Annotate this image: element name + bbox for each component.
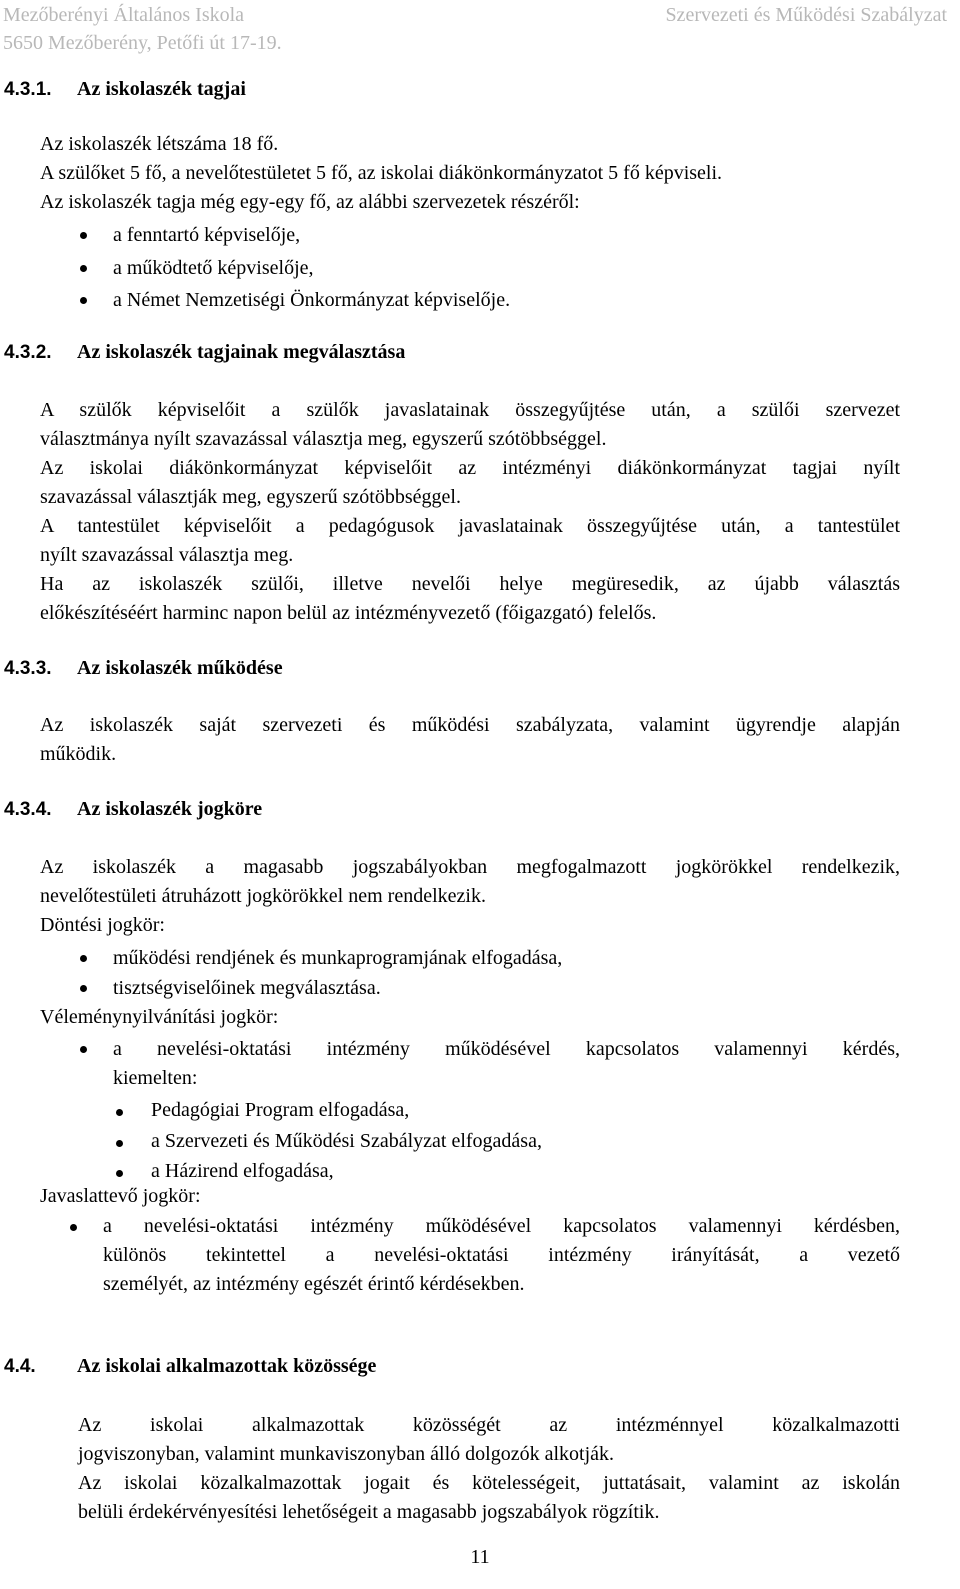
page-number: 11 [470,1546,490,1568]
bullet-icon [116,1170,123,1177]
list-item: a fenntartó képviselője, [113,224,301,246]
list-item: tisztségviselőinek megválasztása. [113,977,381,999]
section-heading-4-3-4 [4,798,262,821]
paragraph-block [40,396,900,628]
list-item: a Szervezeti és Működési Szabályzat elfogadása, [151,1130,542,1152]
text-line: választmánya nyílt szavazással választja meg, egyszerű szótöbbséggel. [40,428,607,450]
paragraph-block [40,711,900,769]
paragraph: Az iskolaszék tagja még egy-egy fő, az alábbi szervezetek részéről: [40,191,580,213]
paragraph: Véleménynyilvánítási jogkör: [40,1006,279,1028]
text-line: Az iskolai közalkalmazottak jogait és kötelességeit, juttatásait, valamint az iskolán [78,1472,900,1494]
list-item [103,1212,900,1299]
list-item [113,1035,900,1093]
text-line: A tantestület képviselőit a pedagógusok javaslatainak összegyűjtése után, a tantestület [40,515,900,537]
section-number: 4.3.3. [4,658,52,679]
text-line: személyét, az intézmény egészét érintő kérdésekben. [103,1273,525,1295]
text-line: jogviszonyban, valamint munkaviszonyban álló dolgozók alkotják. [78,1443,615,1465]
section-title: Az iskolai alkalmazottak közössége [77,1355,377,1377]
section-number: 4.3.4. [4,799,52,820]
text-line: működik. [40,743,117,765]
list-item: a Német Nemzetiségi Önkormányzat képviselője. [113,289,511,311]
text-line: különös tekintettel a nevelési-oktatási intézmény irányítását, a vezető [103,1244,900,1266]
bullet-icon [80,297,87,304]
text-line: Az iskolaszék saját szervezeti és működési szabályzata, valamint ügyrendje alapján [40,714,900,736]
text-line: Az iskolai alkalmazottak közösségét az intézménnyel közalkalmazotti [78,1414,900,1436]
bullet-icon [80,955,87,962]
text-line: előkészítéséért harminc napon belül az intézményvezető (főigazgató) felelős. [40,602,657,624]
section-heading-4-4 [4,1355,376,1378]
paragraph: Az iskolaszék létszáma 18 fő. [40,133,279,155]
section-title: Az iskolaszék tagjainak megválasztása [77,341,406,363]
paragraph-block [40,853,900,911]
text-line: belüli érdekérvényesítési lehetőségeit a magasabb jogszabályok rögzítik. [78,1501,660,1523]
header-address: 5650 Mezőberény, Petőfi út 17-19. [3,32,282,54]
section-title: Az iskolaszék működése [77,657,283,679]
text-line: nevelőtestületi átruházott jogkörökkel nem rendelkezik. [40,885,486,907]
text-line: kiemelten: [113,1067,198,1089]
bullet-icon [80,232,87,239]
text-line: Ha az iskolaszék szülői, illetve nevelői helye megüresedik, az újabb választás [40,573,900,595]
bullet-icon [116,1109,123,1116]
section-number: 4.3.1. [4,79,52,100]
section-number: 4.3.2. [4,342,52,363]
bullet-icon [70,1224,77,1231]
list-item: működési rendjének és munkaprogramjának elfogadása, [113,947,563,969]
text-line: szavazással választják meg, egyszerű szótöbbséggel. [40,486,461,508]
paragraph: Döntési jogkör: [40,914,165,936]
bullet-icon [80,265,87,272]
section-heading-4-3-3 [4,657,283,680]
bullet-icon [116,1140,123,1147]
list-item: a működtető képviselője, [113,257,314,279]
text-line: a nevelési-oktatási intézmény működésével kapcsolatos valamennyi kérdés, [113,1038,900,1060]
paragraph-block [78,1411,900,1527]
header-school-name: Mezőberényi Általános Iskola [3,4,245,26]
text-line: a nevelési-oktatási intézmény működésével kapcsolatos valamennyi kérdésben, [103,1215,900,1237]
section-title: Az iskolaszék jogköre [77,798,263,820]
header-doc-title: Szervezeti és Működési Szabályzat [665,4,947,26]
bullet-icon [80,985,87,992]
section-number: 4.4. [4,1356,36,1377]
section-heading-4-3-2 [4,341,405,364]
list-item: Pedagógiai Program elfogadása, [151,1099,410,1121]
paragraph: Javaslattevő jogkör: [40,1185,201,1207]
text-line: nyílt szavazással választja meg. [40,544,294,566]
bullet-icon [80,1046,87,1053]
list-item: a Házirend elfogadása, [151,1160,334,1182]
text-line: Az iskolai diákönkormányzat képviselőit az intézményi diákönkormányzat tagjai nyílt [40,457,900,479]
paragraph: A szülőket 5 fő, a nevelőtestületet 5 fő, az iskolai diákönkormányzatot 5 fő képviseli. [40,162,723,184]
text-line: Az iskolaszék a magasabb jogszabályokban megfogalmazott jogkörökkel rendelkezik, [40,856,900,878]
section-title: Az iskolaszék tagjai [77,78,246,100]
section-heading-4-3-1 [4,78,246,101]
text-line: A szülők képviselőit a szülők javaslatainak összegyűjtése után, a szülői szervezet [40,399,900,421]
